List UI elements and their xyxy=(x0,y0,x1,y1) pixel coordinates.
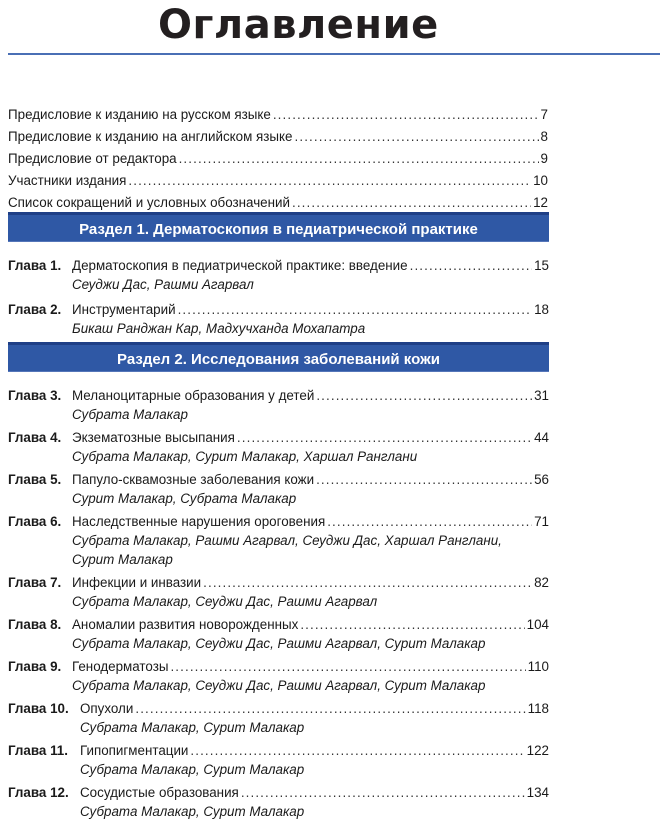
chapter-title: Экзематозные высыпания xyxy=(72,430,235,445)
chapter-authors: Бикаш Ранджан Кар, Мадхучханда Мохапатра xyxy=(72,321,366,336)
section-header-2[interactable]: Раздел 2. Исследования заболеваний кожи xyxy=(8,342,549,372)
leader-dots xyxy=(241,783,525,802)
toc-entry-page: 8 xyxy=(540,129,548,144)
toc-entry-page: 9 xyxy=(540,151,548,166)
leader-dots xyxy=(316,470,532,489)
toc-entry-title: Предисловие к изданию на английском языке xyxy=(8,129,293,144)
toc-entry[interactable] xyxy=(8,104,548,126)
chapter-authors: Субрата Малакар, Сурит Малакар xyxy=(80,804,305,819)
chapter-entry[interactable] xyxy=(8,657,549,695)
chapter-title: Дерматоскопия в педиатрической практике: введение xyxy=(72,258,408,273)
chapter-entry[interactable] xyxy=(8,470,549,508)
chapter-page: 110 xyxy=(527,659,549,674)
chapter-label: Глава 6. xyxy=(8,514,62,529)
chapter-title: Аномалии развития новорожденных xyxy=(72,617,299,632)
toc-entry-page: 7 xyxy=(540,107,548,122)
chapter-page: 18 xyxy=(534,302,549,317)
chapter-page: 134 xyxy=(526,785,549,800)
chapter-entry[interactable] xyxy=(8,512,549,569)
chapter-label: Глава 2. xyxy=(8,302,62,317)
chapter-page: 71 xyxy=(534,514,549,529)
chapter-page: 82 xyxy=(534,575,549,590)
chapter-page: 122 xyxy=(526,743,549,758)
chapter-label: Глава 11. xyxy=(8,743,68,758)
chapter-authors: Субрата Малакар, Сеуджи Дас, Рашми Агарвал, Сурит Малакар xyxy=(72,678,486,693)
chapter-title: Опухоли xyxy=(80,701,134,716)
toc-entry-title: Участники издания xyxy=(8,173,127,188)
chapter-label: Глава 3. xyxy=(8,388,62,403)
chapter-authors: Субрата Малакар, Сурит Малакар xyxy=(80,762,305,777)
chapter-title: Наследственные нарушения ороговения xyxy=(72,514,326,529)
title-underline xyxy=(8,53,660,55)
chapter-label: Глава 5. xyxy=(8,472,62,487)
section-1-chapters xyxy=(8,256,549,338)
chapter-label: Глава 9. xyxy=(8,659,62,674)
chapter-authors: Субрата Малакар, Сурит Малакар, Харшал Ранглани xyxy=(72,449,418,464)
chapter-title: Гипопигментации xyxy=(80,743,189,758)
chapter-page: 44 xyxy=(534,430,549,445)
chapter-page: 15 xyxy=(534,258,549,273)
chapter-label: Глава 4. xyxy=(8,430,62,445)
chapter-entry[interactable] xyxy=(8,386,549,424)
leader-dots xyxy=(190,741,524,760)
chapter-entry[interactable] xyxy=(8,256,549,294)
leader-dots xyxy=(170,657,525,676)
leader-dots xyxy=(135,699,525,718)
chapter-entry[interactable] xyxy=(8,783,549,821)
chapter-title: Меланоцитарные образования у детей xyxy=(72,388,315,403)
toc-entry[interactable] xyxy=(8,170,548,192)
toc-entry[interactable] xyxy=(8,126,548,148)
page-title: Оглавление xyxy=(158,2,439,48)
toc-entry-title: Предисловие к изданию на русском языке xyxy=(8,107,271,122)
section-header-1[interactable]: Раздел 1. Дерматоскопия в педиатрической практике xyxy=(8,212,549,242)
chapter-label: Глава 8. xyxy=(8,617,62,632)
chapter-entry[interactable] xyxy=(8,300,549,338)
chapter-title: Инструментарий xyxy=(72,302,176,317)
toc-entry[interactable] xyxy=(8,192,548,214)
chapter-label: Глава 12. xyxy=(8,785,69,800)
chapter-title: Инфекции и инвазии xyxy=(72,575,202,590)
chapter-title: Генодерматозы xyxy=(72,659,169,674)
chapter-entry[interactable] xyxy=(8,741,549,779)
chapter-authors: Сеуджи Дас, Рашми Агарвал xyxy=(72,277,254,292)
leader-dots xyxy=(295,126,539,148)
chapter-authors: Сурит Малакар, Субрата Малакар xyxy=(72,491,297,506)
leader-dots xyxy=(237,428,532,447)
toc-entry[interactable] xyxy=(8,148,548,170)
chapter-authors: Субрата Малакар, Сеуджи Дас, Рашми Агарвал, Сурит Малакар xyxy=(72,636,486,651)
chapter-page: 56 xyxy=(534,472,549,487)
chapter-entry[interactable] xyxy=(8,615,549,653)
front-matter-list xyxy=(8,104,548,214)
chapter-page: 118 xyxy=(527,701,549,716)
chapter-label: Глава 7. xyxy=(8,575,62,590)
chapter-label: Глава 10. xyxy=(8,701,69,716)
leader-dots xyxy=(410,256,532,275)
section-2-chapters xyxy=(8,386,549,821)
chapter-authors: Субрата Малакар, Сурит Малакар xyxy=(80,720,305,735)
leader-dots xyxy=(273,104,539,126)
leader-dots xyxy=(203,573,532,592)
leader-dots xyxy=(179,148,539,170)
toc-entry-page: 10 xyxy=(533,173,548,188)
chapter-authors: Субрата Малакар xyxy=(72,407,188,422)
chapter-entry[interactable] xyxy=(8,573,549,611)
chapter-page: 31 xyxy=(534,388,549,403)
leader-dots xyxy=(327,512,532,531)
chapter-authors: Субрата Малакар, Рашми Агарвал, Сеуджи Дас, Харшал Ранглани, Сурит Малакар xyxy=(72,533,502,567)
chapter-entry[interactable] xyxy=(8,428,549,466)
chapter-page: 104 xyxy=(526,617,549,632)
leader-dots xyxy=(300,615,524,634)
chapter-title: Сосудистые образования xyxy=(80,785,239,800)
leader-dots xyxy=(292,192,531,214)
chapter-label: Глава 1. xyxy=(8,258,62,273)
chapter-authors: Субрата Малакар, Сеуджи Дас, Рашми Агарвал xyxy=(72,594,378,609)
leader-dots xyxy=(128,170,531,192)
leader-dots xyxy=(178,300,533,319)
toc-entry-title: Список сокращений и условных обозначений xyxy=(8,195,290,210)
leader-dots xyxy=(316,386,532,405)
toc-entry-title: Предисловие от редактора xyxy=(8,151,177,166)
toc-entry-page: 12 xyxy=(533,195,548,210)
chapter-title: Папуло-сквамозные заболевания кожи xyxy=(72,472,315,487)
chapter-entry[interactable] xyxy=(8,699,549,737)
